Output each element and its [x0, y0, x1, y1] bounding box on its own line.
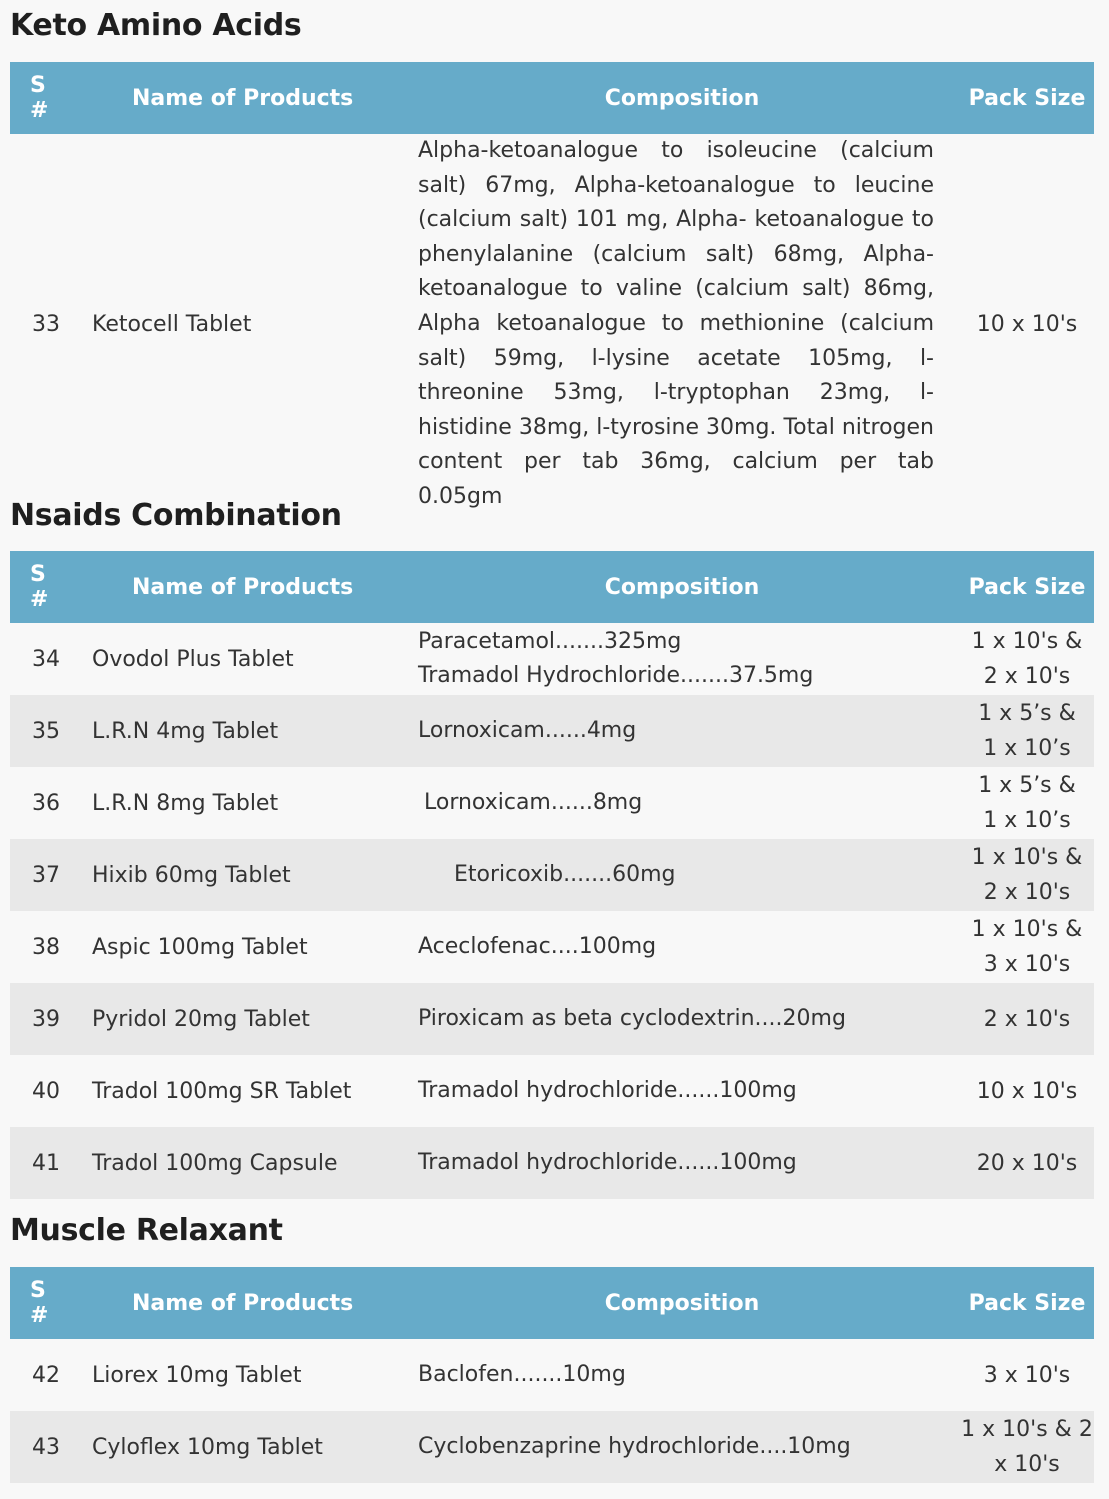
row-pack-size: 10 x 10's [976, 311, 1078, 337]
row-composition: Piroxicam as beta cyclodextrin....20mg [418, 1005, 846, 1031]
row-product-name: Hixib 60mg Tablet [92, 862, 291, 888]
row-composition: Tramadol hydrochloride......100mg [418, 1077, 797, 1103]
pack-line: 3 x 10's [983, 952, 1071, 977]
row-pack-size [946, 1411, 1094, 1483]
table-row [10, 839, 1094, 911]
row-pack-size: 10 x 10's [976, 1078, 1078, 1104]
row-composition: Cyclobenzaprine hydrochloride....10mg [418, 1433, 851, 1459]
row-product-name: Ketocell Tablet [92, 311, 252, 337]
row-sn: 35 [32, 718, 60, 744]
row-sn: 33 [32, 311, 60, 337]
table-row [10, 623, 1094, 695]
products-table [10, 1267, 1094, 1483]
row-pack-size [946, 911, 1094, 983]
pack-line: 1 x 10’s [983, 736, 1071, 761]
header-name: Name of Products [132, 85, 354, 111]
pack-line: 1 x 10's & [971, 917, 1083, 942]
row-sn: 38 [32, 934, 60, 960]
pack-line: 1 x 5’s & [978, 773, 1076, 798]
pack-line: 1 x 10’s [983, 808, 1071, 833]
row-product-name: L.R.N 4mg Tablet [92, 718, 279, 744]
table-header-row [10, 1267, 1094, 1339]
table-row [10, 1055, 1094, 1127]
row-composition [418, 623, 946, 695]
section-title: Nsaids Combination [10, 498, 342, 533]
header-composition: Composition [604, 574, 760, 600]
header-pack-size: Pack Size [968, 574, 1086, 600]
header-name: Name of Products [132, 574, 354, 600]
table-row [10, 134, 1094, 515]
row-sn: 34 [32, 646, 60, 672]
row-sn: 43 [32, 1434, 60, 1460]
row-composition: Lornoxicam......8mg [424, 789, 643, 815]
header-pack-size: Pack Size [968, 85, 1086, 111]
row-composition [418, 134, 946, 515]
row-sn: 37 [32, 862, 60, 888]
row-sn: 39 [32, 1006, 60, 1032]
header-sn: S # [30, 1278, 49, 1328]
row-sn: 42 [32, 1362, 60, 1388]
row-product-name: Pyridol 20mg Tablet [92, 1006, 310, 1032]
row-product-name: Tradol 100mg SR Tablet [92, 1078, 352, 1104]
row-pack-size: 2 x 10's [983, 1006, 1071, 1032]
row-composition: Etoricoxib.......60mg [454, 861, 676, 887]
header-pack-size: Pack Size [968, 1290, 1086, 1316]
row-product-name: Tradol 100mg Capsule [92, 1150, 338, 1176]
pack-line: 1 x 10's & [971, 629, 1083, 654]
row-product-name: Liorex 10mg Tablet [92, 1362, 302, 1388]
section-title: Muscle Relaxant [10, 1213, 283, 1248]
pack-line: 1 x 5’s & [978, 701, 1076, 726]
table-row [10, 983, 1094, 1055]
pack-line: x 10's [994, 1452, 1060, 1477]
header-sn: S # [30, 73, 49, 123]
row-pack-size [946, 623, 1094, 695]
row-composition: Tramadol hydrochloride......100mg [418, 1149, 797, 1175]
pack-line: 2 x 10's [983, 664, 1071, 689]
row-product-name: Ovodol Plus Tablet [92, 646, 294, 672]
row-pack-size [946, 839, 1094, 911]
table-row [10, 695, 1094, 767]
table-header-row [10, 62, 1094, 134]
row-sn: 40 [32, 1078, 60, 1104]
pack-line: 1 x 10's & [971, 845, 1083, 870]
composition-text: Alpha-ketoanalogue to isoleucine (calcium salt) 67mg, Alpha-ketoanalogue to leucine (calcium salt) 101 mg, Alpha- ketoanalogue to phenylalanine (calcium salt) 68mg, Alpha-ketoanalogue to valine (calcium salt) 86mg, Alpha ketoanalogue to methionine (calcium salt) 59mg, l-lysine acetate 105mg, l-threonine 53mg, l-tryptophan 23mg, l-histidine 38mg, l-tyrosine 30mg. Total nitrogen content per tab 36mg, calcium per tab 0.05gm [418, 138, 934, 509]
table-row [10, 911, 1094, 983]
composition-line: Paracetamol.......325mg [418, 628, 682, 654]
table-row [10, 1339, 1094, 1411]
header-composition: Composition [604, 85, 760, 111]
row-sn: 41 [32, 1150, 60, 1176]
row-product-name: L.R.N 8mg Tablet [92, 790, 279, 816]
products-table [10, 551, 1094, 1199]
header-sn: S # [30, 562, 49, 612]
row-product-name: Aspic 100mg Tablet [92, 934, 308, 960]
table-row [10, 1411, 1094, 1483]
row-composition: Lornoxicam......4mg [418, 717, 637, 743]
row-product-name: Cyloflex 10mg Tablet [92, 1434, 323, 1460]
header-name: Name of Products [132, 1290, 354, 1316]
pack-line: 2 x 10's [983, 880, 1071, 905]
row-pack-size [946, 767, 1094, 839]
row-pack-size: 20 x 10's [976, 1150, 1078, 1176]
composition-line: Tramadol Hydrochloride.......37.5mg [418, 663, 814, 688]
row-composition: Aceclofenac....100mg [418, 933, 657, 959]
products-table [10, 62, 1094, 515]
pack-line: 1 x 10's & 2 [961, 1417, 1093, 1442]
table-header-row [10, 551, 1094, 623]
section-title: Keto Amino Acids [10, 8, 302, 43]
row-composition: Baclofen.......10mg [418, 1361, 626, 1387]
row-pack-size: 3 x 10's [983, 1362, 1071, 1388]
row-sn: 36 [32, 790, 60, 816]
table-row [10, 767, 1094, 839]
header-composition: Composition [604, 1290, 760, 1316]
row-pack-size [946, 695, 1094, 767]
table-row [10, 1127, 1094, 1199]
